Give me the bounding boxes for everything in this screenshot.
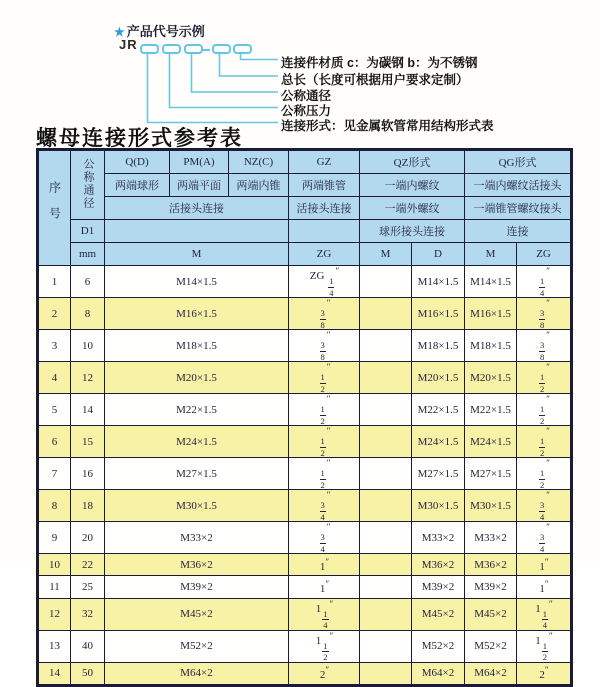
header-gz-desc: 两端锥管 <box>289 174 360 197</box>
table-row <box>38 330 572 362</box>
cell-qz-d: M27×1.5 <box>412 458 465 490</box>
header-col-qz: QZ形式 <box>360 150 465 174</box>
header-q-desc: 两端球形 <box>105 174 170 197</box>
cell-qg-zg: 2″ <box>517 662 572 685</box>
cell-qz-d: M33×2 <box>412 522 465 554</box>
cell-qg-zg: $\frac{1}{2}$ ″ <box>517 426 572 458</box>
code-box-3 <box>184 44 203 54</box>
header-qz-d: D <box>412 243 465 266</box>
code-box-1 <box>140 44 159 54</box>
cell-m: M14×1.5 <box>105 266 289 298</box>
table-header <box>38 150 572 266</box>
cell-qg-m: M30×1.5 <box>465 490 517 522</box>
header-blank-left <box>105 220 289 243</box>
table-row <box>38 394 572 426</box>
cell-qz-m <box>360 490 412 522</box>
cell-dn: 14 <box>71 394 105 426</box>
cell-qz-d: M14×1.5 <box>412 266 465 298</box>
cell-m: M16×1.5 <box>105 298 289 330</box>
cell-seq: 4 <box>38 362 71 394</box>
cell-gz: $\frac{3}{4}$ ″ <box>289 522 360 554</box>
table-row <box>38 266 572 298</box>
cell-seq: 11 <box>38 576 71 598</box>
header-qz-desc1: 一端内螺纹 <box>360 174 465 197</box>
cell-qz-d: M16×1.5 <box>412 298 465 330</box>
header-qg-desc2: 一端锥管螺纹接头 <box>465 197 572 220</box>
code-box-5 <box>233 44 252 54</box>
cell-dn: 6 <box>71 266 105 298</box>
cell-gz: $\frac{1}{2}$ ″ <box>289 426 360 458</box>
cell-qz-d: M36×2 <box>412 554 465 576</box>
header-qz-m: M <box>360 243 412 266</box>
cell-gz: $\frac{3}{8}$ ″ <box>289 298 360 330</box>
cell-gz: 1 $\frac{1}{4}$ ″ <box>289 598 360 630</box>
cell-gz: 1″ <box>289 554 360 576</box>
cell-qg-zg: $\frac{3}{8}$ ″ <box>517 330 572 362</box>
cell-dn: 20 <box>71 522 105 554</box>
cell-seq: 2 <box>38 298 71 330</box>
table-title: 螺母连接形式参考表 <box>36 125 243 150</box>
label-total-length: 总长（长度可根据用户要求定制） <box>281 72 469 87</box>
cell-qg-m: M20×1.5 <box>465 362 517 394</box>
cell-dn: 32 <box>71 598 105 630</box>
cell-seq: 1 <box>38 266 71 298</box>
cell-qz-m <box>360 362 412 394</box>
cell-m: M52×2 <box>105 630 289 662</box>
cell-qg-m: M36×2 <box>465 554 517 576</box>
label-connection-form: 连接形式：见金属软管常用结构形式表 <box>281 119 494 133</box>
table-row <box>38 490 572 522</box>
cell-qg-zg: 1 $\frac{1}{2}$ ″ <box>517 630 572 662</box>
cell-qg-m: M24×1.5 <box>465 426 517 458</box>
cell-qz-m <box>360 598 412 630</box>
label-connector-material: 连接件材质 c：为碳钢 b：为不锈钢 <box>281 56 478 70</box>
cell-dn: 12 <box>71 362 105 394</box>
header-union-connection: 活接头连接 <box>105 197 289 220</box>
cell-m: M39×2 <box>105 576 289 598</box>
cell-dn: 50 <box>71 662 105 685</box>
code-prefix: JR <box>119 37 138 52</box>
cell-qg-zg: $\frac{1}{2}$ ″ <box>517 362 572 394</box>
header-blank-gz <box>289 220 360 243</box>
cell-m: M64×2 <box>105 662 289 685</box>
cell-m: M30×1.5 <box>105 490 289 522</box>
cell-dn: 8 <box>71 298 105 330</box>
label-nominal-diameter: 公称通径 <box>281 88 332 103</box>
cell-qz-m <box>360 330 412 362</box>
header-seq: 序号 <box>38 150 71 266</box>
cell-gz: 2″ <box>289 662 360 685</box>
header-qz-connection: 球形接头连接 <box>360 220 465 243</box>
header-col-nz: NZ(C) <box>229 150 289 174</box>
table-row <box>38 598 572 630</box>
header-gz-union-connection: 活接头连接 <box>289 197 360 220</box>
cell-qz-d: M64×2 <box>412 662 465 685</box>
table-row <box>38 576 572 598</box>
cell-qg-m: M14×1.5 <box>465 266 517 298</box>
cell-qz-m <box>360 554 412 576</box>
cell-qz-d: M22×1.5 <box>412 394 465 426</box>
cell-qz-d: M18×1.5 <box>412 330 465 362</box>
cell-qg-zg: $\frac{3}{8}$ ″ <box>517 298 572 330</box>
cell-qg-zg: 1″ <box>517 554 572 576</box>
cell-gz: $\frac{1}{2}$ ″ <box>289 362 360 394</box>
cell-qg-m: M22×1.5 <box>465 394 517 426</box>
cell-m: M24×1.5 <box>105 426 289 458</box>
header-qg-connection: 连接 <box>465 220 572 243</box>
cell-gz: $\frac{3}{8}$ ″ <box>289 330 360 362</box>
cell-gz: $\frac{1}{2}$ ″ <box>289 394 360 426</box>
cell-dn: 40 <box>71 630 105 662</box>
cell-qz-m <box>360 458 412 490</box>
cell-m: M20×1.5 <box>105 362 289 394</box>
cell-m: M45×2 <box>105 598 289 630</box>
cell-seq: 3 <box>38 330 71 362</box>
cell-seq: 5 <box>38 394 71 426</box>
cell-seq: 13 <box>38 630 71 662</box>
table-row <box>38 298 572 330</box>
header-pm-desc: 两端平面 <box>170 174 229 197</box>
cell-seq: 10 <box>38 554 71 576</box>
header-m-left: M <box>105 243 289 266</box>
cell-gz: ZG $\frac{1}{4}$ ″ <box>289 266 360 298</box>
cell-dn: 25 <box>71 576 105 598</box>
cell-qz-d: M20×1.5 <box>412 362 465 394</box>
cell-qg-zg: 1 $\frac{1}{4}$ ″ <box>517 598 572 630</box>
cell-seq: 9 <box>38 522 71 554</box>
cell-m: M33×2 <box>105 522 289 554</box>
cell-qg-zg: 1″ <box>517 576 572 598</box>
cell-gz: $\frac{3}{4}$ ″ <box>289 490 360 522</box>
table-row <box>38 630 572 662</box>
cell-gz: 1″ <box>289 576 360 598</box>
cell-qz-m <box>360 662 412 685</box>
code-box-2 <box>162 44 181 54</box>
cell-dn: 10 <box>71 330 105 362</box>
cell-dn: 22 <box>71 554 105 576</box>
cell-qz-m <box>360 576 412 598</box>
header-qg-zg: ZG <box>517 243 572 266</box>
table-body <box>38 266 572 686</box>
header-col-qg: QG形式 <box>465 150 572 174</box>
cell-m: M27×1.5 <box>105 458 289 490</box>
cell-dn: 16 <box>71 458 105 490</box>
cell-qg-m: M18×1.5 <box>465 330 517 362</box>
cell-gz: 1 $\frac{1}{2}$ ″ <box>289 630 360 662</box>
cell-dn: 18 <box>71 490 105 522</box>
table-row <box>38 426 572 458</box>
cell-qg-m: M52×2 <box>465 630 517 662</box>
cell-qg-zg: $\frac{1}{2}$ ″ <box>517 394 572 426</box>
cell-qz-d: M24×1.5 <box>412 426 465 458</box>
cell-qg-zg: $\frac{3}{4}$ ″ <box>517 490 572 522</box>
header-nz-desc: 两端内锥 <box>229 174 289 197</box>
table-row <box>38 362 572 394</box>
cell-qz-m <box>360 298 412 330</box>
cell-qg-zg: $\frac{1}{4}$ ″ <box>517 266 572 298</box>
cell-seq: 12 <box>38 598 71 630</box>
cell-seq: 8 <box>38 490 71 522</box>
code-box-4 <box>212 44 231 54</box>
cell-dn: 15 <box>71 426 105 458</box>
cell-qz-m <box>360 266 412 298</box>
cell-qz-m <box>360 426 412 458</box>
header-d1: D1 <box>71 220 105 243</box>
cell-qg-m: M33×2 <box>465 522 517 554</box>
cell-qz-m <box>360 394 412 426</box>
code-dash <box>202 49 210 51</box>
cell-qg-m: M45×2 <box>465 598 517 630</box>
cell-qz-d: M39×2 <box>412 576 465 598</box>
nut-connection-table <box>36 148 573 687</box>
cell-m: M18×1.5 <box>105 330 289 362</box>
cell-seq: 14 <box>38 662 71 685</box>
cell-qz-m <box>360 630 412 662</box>
header-col-q: Q(D) <box>105 150 170 174</box>
cell-seq: 7 <box>38 458 71 490</box>
cell-qz-d: M30×1.5 <box>412 490 465 522</box>
header-zg-gz: ZG <box>289 243 360 266</box>
cell-qz-m <box>360 522 412 554</box>
header-qz-desc2: 一端外螺纹 <box>360 197 465 220</box>
cell-qg-zg: $\frac{3}{4}$ ″ <box>517 522 572 554</box>
header-qg-desc1: 一端内螺纹活接头 <box>465 174 572 197</box>
diagram-title-text: 产品代号示例 <box>126 24 205 39</box>
header-dn: 公称通径 <box>71 150 105 220</box>
cell-qg-m: M27×1.5 <box>465 458 517 490</box>
cell-qz-d: M52×2 <box>412 630 465 662</box>
table-row <box>38 522 572 554</box>
cell-qg-m: M64×2 <box>465 662 517 685</box>
cell-m: M36×2 <box>105 554 289 576</box>
header-col-gz: GZ <box>289 150 360 174</box>
cell-qg-m: M39×2 <box>465 576 517 598</box>
star-icon: ★ <box>114 25 125 39</box>
header-qg-m: M <box>465 243 517 266</box>
cell-m: M22×1.5 <box>105 394 289 426</box>
cell-qg-m: M16×1.5 <box>465 298 517 330</box>
cell-qg-zg: $\frac{1}{2}$ ″ <box>517 458 572 490</box>
table-row <box>38 662 572 685</box>
label-nominal-pressure: 公称压力 <box>281 104 332 118</box>
header-mm: mm <box>71 243 105 266</box>
cell-qz-d: M45×2 <box>412 598 465 630</box>
header-col-pm: PM(A) <box>170 150 229 174</box>
table-row <box>38 554 572 576</box>
table-row <box>38 458 572 490</box>
cell-seq: 6 <box>38 426 71 458</box>
cell-gz: $\frac{1}{2}$ ″ <box>289 458 360 490</box>
